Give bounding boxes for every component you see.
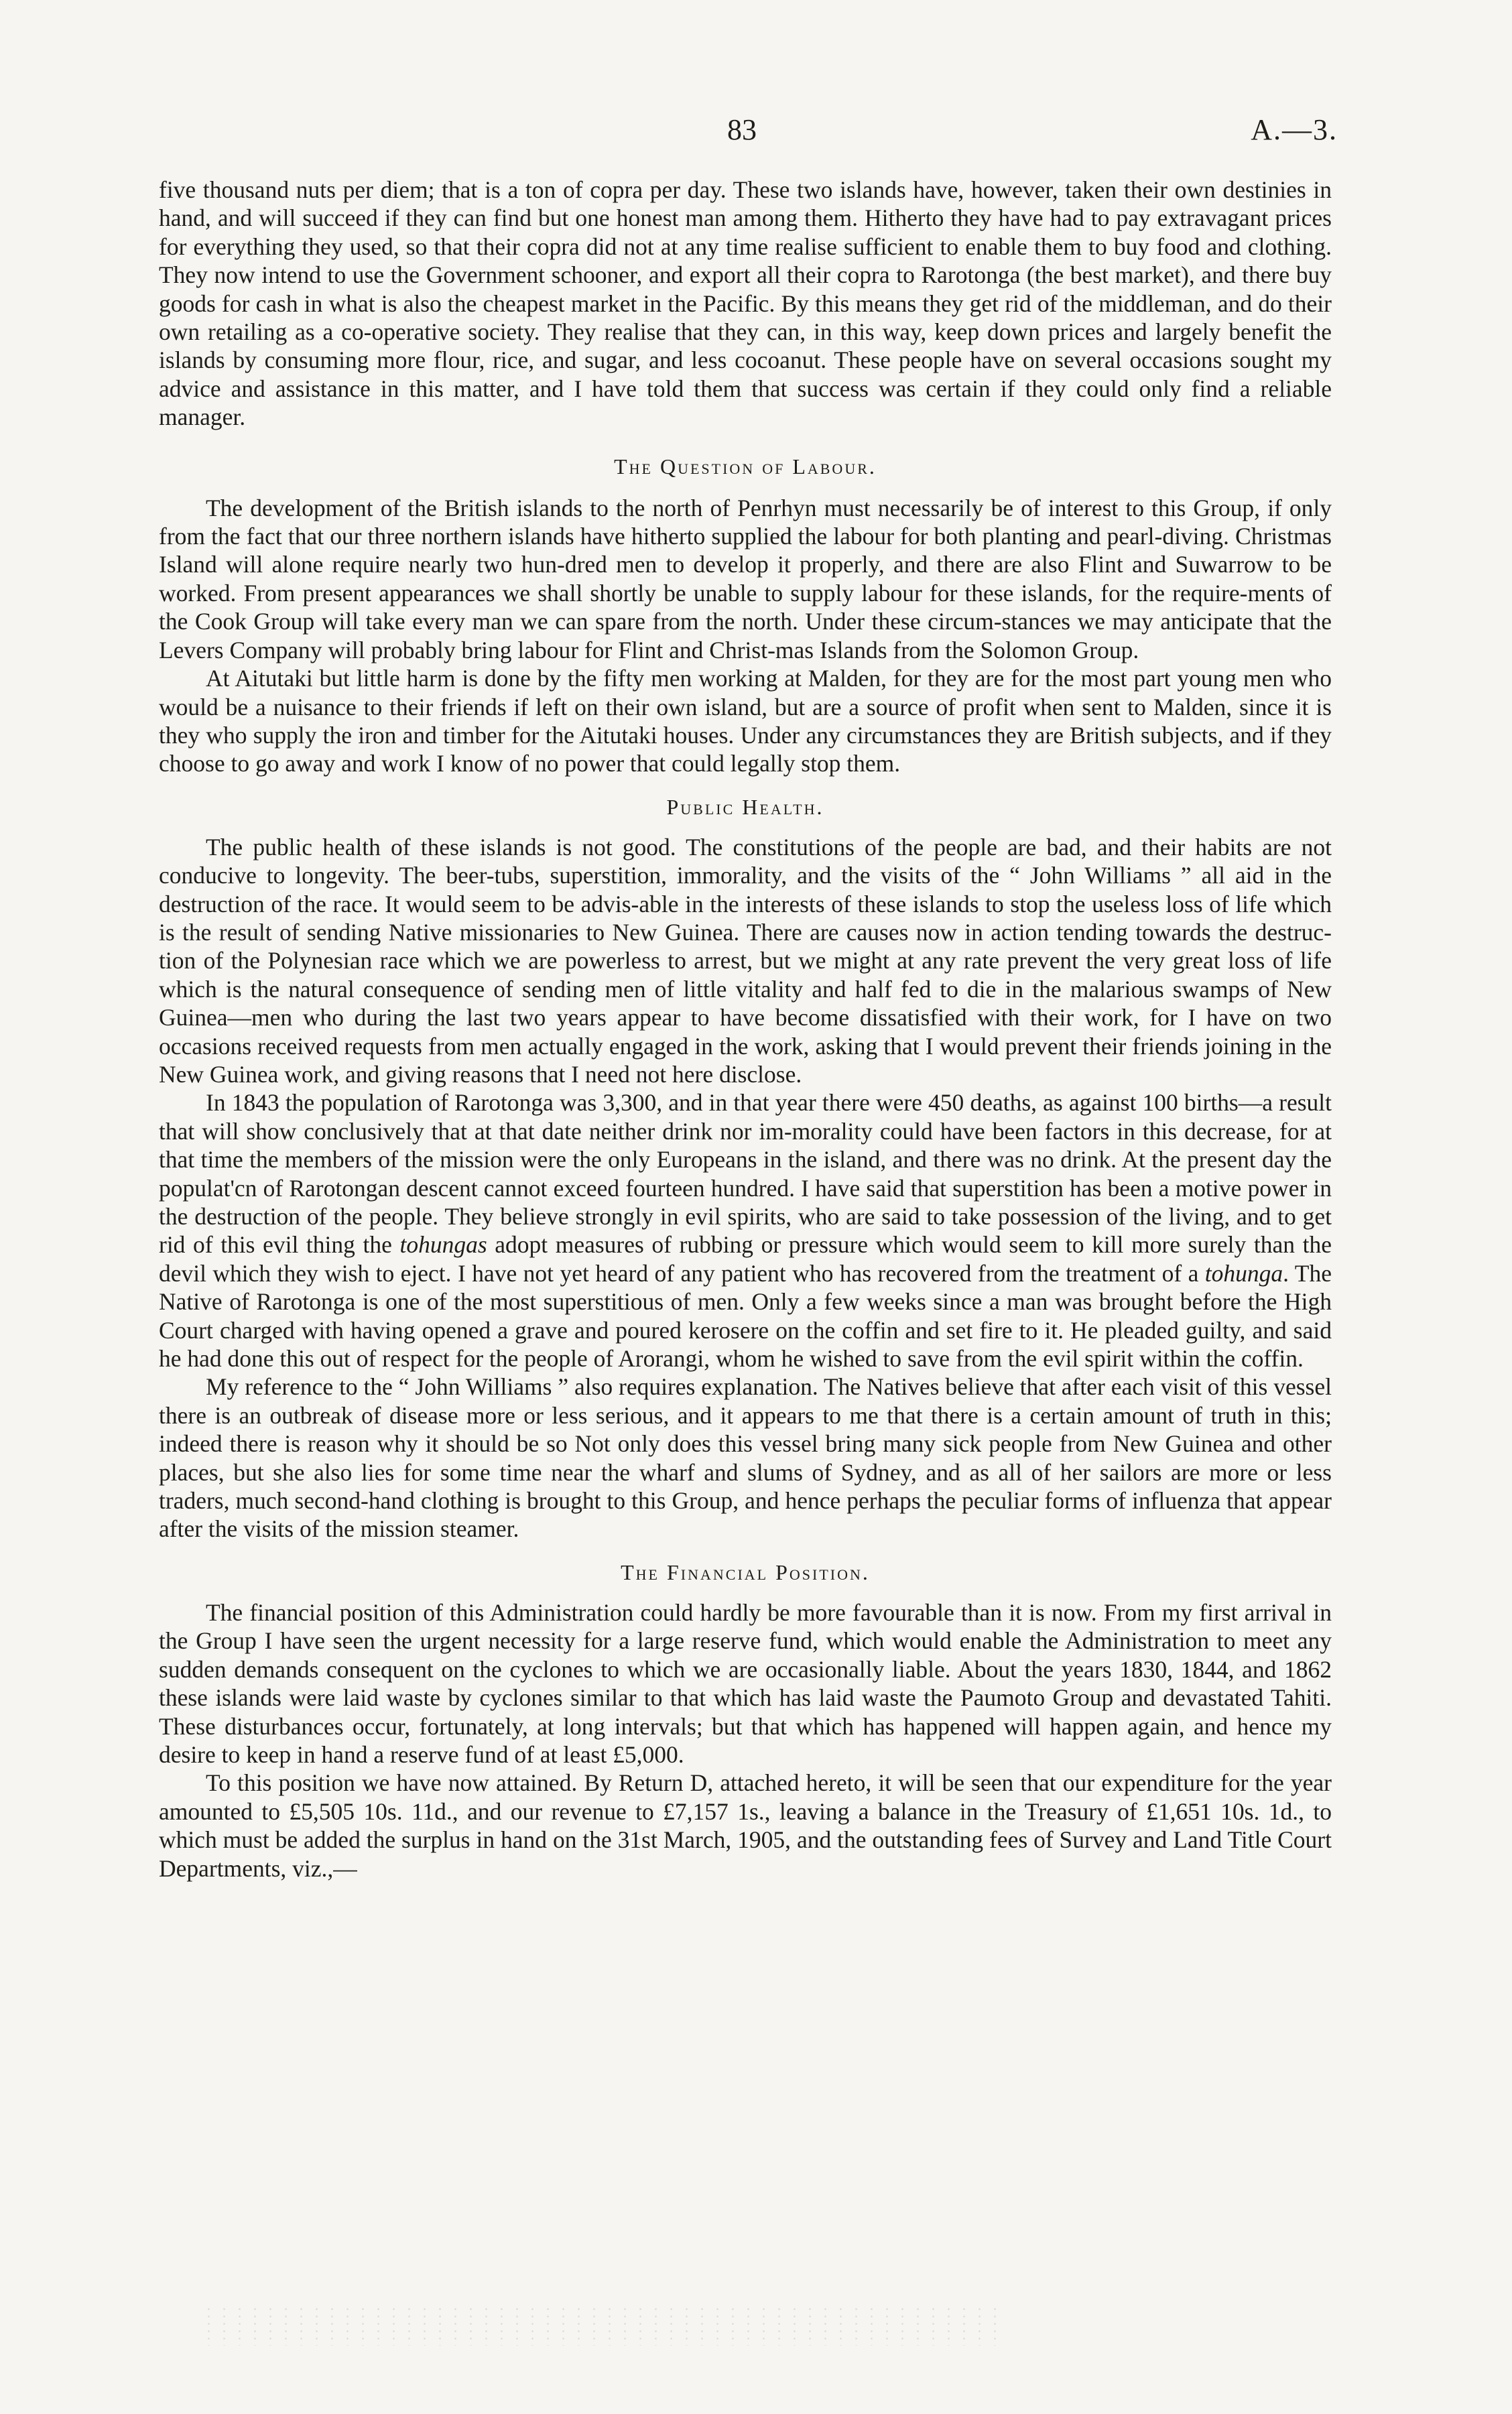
italic-term: tohungas bbox=[399, 1231, 487, 1259]
section-heading-public-health: Public Health. bbox=[666, 794, 824, 819]
text-run: . The Native of Rarotonga is one of the most superstitious of men. Only a few weeks since a man was brought before the High Court charged with having opened a grave and poured kerosere on the coffin and set fire to it. He pleaded guilty, and said he had done this out of respect for the people of Arorangi, whom he wished to save from the evil spirit within the coffin. bbox=[159, 1259, 1332, 1373]
page-number: 83 bbox=[727, 113, 757, 146]
document-body bbox=[159, 176, 1332, 1883]
paragraph: five thousand nuts per diem; that is a ton of copra per day. These two islands have, however, taken their own destinies in hand, and will succeed if they can find but one honest man among them. Hitherto they have had to pay extravagant prices for everything they used, so that their copra did not at any time realise sufficient to enable them to buy food and clothing. They now intend to use the Government schooner, and export all their copra to Rarotonga (the best market), and there buy goods for cash in what is also the cheapest market in the Pacific. By this means they get rid of the middleman, and do their own retailing as a co-operative society. They realise that they can, in this way, keep down prices and largely benefit the islands by consuming more flour, rice, and sugar, and less cocoanut. These people have on several occasions sought my advice and assistance in this matter, and I have told them that success was certain if they could only find a reliable manager. bbox=[159, 176, 1332, 431]
paragraph: The financial position of this Administration could hardly be more favourable than it is now. From my first arrival in the Group I have seen the urgent necessity for a large reserve fund, which would enable the Administration to meet any sudden demands consequent on the cyclones to which we are occasionally liable. About the years 1830, 1844, and 1862 these islands were laid waste by cyclones similar to that which has laid waste the Paumoto Group and devastated Tahiti. These disturbances occur, fortunately, at long intervals; but that which has happened will happen again, and hence my desire to keep in hand a reserve fund of at least £5,000. bbox=[159, 1598, 1332, 1768]
document-reference: A.—3. bbox=[1251, 113, 1338, 146]
paragraph: The development of the British islands to the north of Penrhyn must necessarily be of interest to this Group, if only from the fact that our three northern islands have hitherto supplied the labour for both planting and pearl-diving. Christmas Island will alone require nearly two hun-dred men to develop it properly, and there are also Flint and Suwarrow to be worked. From present appearances we shall shortly be unable to supply labour for these islands, for the require-ments of the Cook Group will take every man we can spare from the north. Under these circum-stances we may anticipate that the Levers Company will probably bring labour for Flint and Christ-mas Islands from the Solomon Group. bbox=[159, 494, 1332, 663]
paragraph: To this position we have now attained. By Return D, attached hereto, it will be seen that our expenditure for the year amounted to £5,505 10s. 11d., and our revenue to £7,157 1s., leaving a balance in the Treasury of £1,651 10s. 1d., to which must be added the surplus in hand on the 31st March, 1905, and the outstanding fees of Survey and Land Title Court Departments, viz.,— bbox=[159, 1769, 1332, 1882]
text-run: adopt measures of rubbing or pressure which would seem to kill more surely than the devil which they wish to eject. I have not yet heard of any patient who has recovered from the treatment of a bbox=[159, 1231, 1332, 1287]
section-heading-labour: The Question of Labour. bbox=[614, 454, 877, 479]
text-run: In 1843 the population of Rarotonga was 3,300, and in that year there were 450 deaths, as against 100 births—a result that will show conclusively that at that date neither drink nor im-morality could have been factors in this decrease, for at that time the members of the mission were the only Europeans in the island, and there was no drink. At the present day the populat'cn of Rarotongan descent cannot exceed fourteen hundred. I have said that superstition has been a motive power in the destruction of the people. They believe strongly in evil spirits, who are said to take possession of the living, and to get rid of this evil thing the bbox=[159, 1089, 1332, 1259]
italic-term: tohunga bbox=[1204, 1259, 1283, 1287]
page-header bbox=[0, 113, 1512, 153]
paragraph: My reference to the “ John Williams ” also requires explanation. The Natives believe that after each visit of this vessel there is an outbreak of disease more or less serious, and it appears to me that there is a certain amount of truth in this; indeed there is reason why it should be so Not only does this vessel bring many sick people from New Guinea and other places, but she also lies for some time near the wharf and slums of Sydney, and as all of her sailors are more or less traders, much second-hand clothing is brought to this Group, and hence perhaps the peculiar forms of influenza that appear after the visits of the mission steamer. bbox=[159, 1373, 1332, 1543]
paragraph bbox=[159, 1088, 1332, 1373]
paragraph: At Aitutaki but little harm is done by the fifty men working at Malden, for they are for the most part young men who would be a nuisance to their friends if left on their own island, but are a source of profit when sent to Malden, since it is they who supply the iron and timber for the Aitutaki houses. Under any circumstances they are British subjects, and if they choose to go away and work I know of no power that could legally stop them. bbox=[159, 665, 1332, 777]
paragraph: The public health of these islands is not good. The constitutions of the people are bad, and their habits are not conducive to longevity. The beer-tubs, superstition, immorality, and the visits of the “ John Williams ” all aid in the destruction of the race. It would seem to be advis-able in the interests of these islands to stop the useless loss of life which is the result of sending Native missionaries to New Guinea. There are causes now in action tending towards the destruc-tion of the Polynesian race which we are powerless to arrest, but we might at any rate prevent the very great loss of life which is the natural consequence of sending men of little vitality and half fed to die in the malarious swamps of New Guinea—men who during the last two years appear to have become dissatisfied with their work, for I have on two occasions received requests from men actually engaged in the work, asking that I would prevent their friends joining in the New Guinea work, and giving reasons that I need not here disclose. bbox=[159, 833, 1332, 1088]
scan-speckle-decoration bbox=[201, 2305, 1005, 2346]
section-heading-financial: The Financial Position. bbox=[621, 1560, 870, 1584]
